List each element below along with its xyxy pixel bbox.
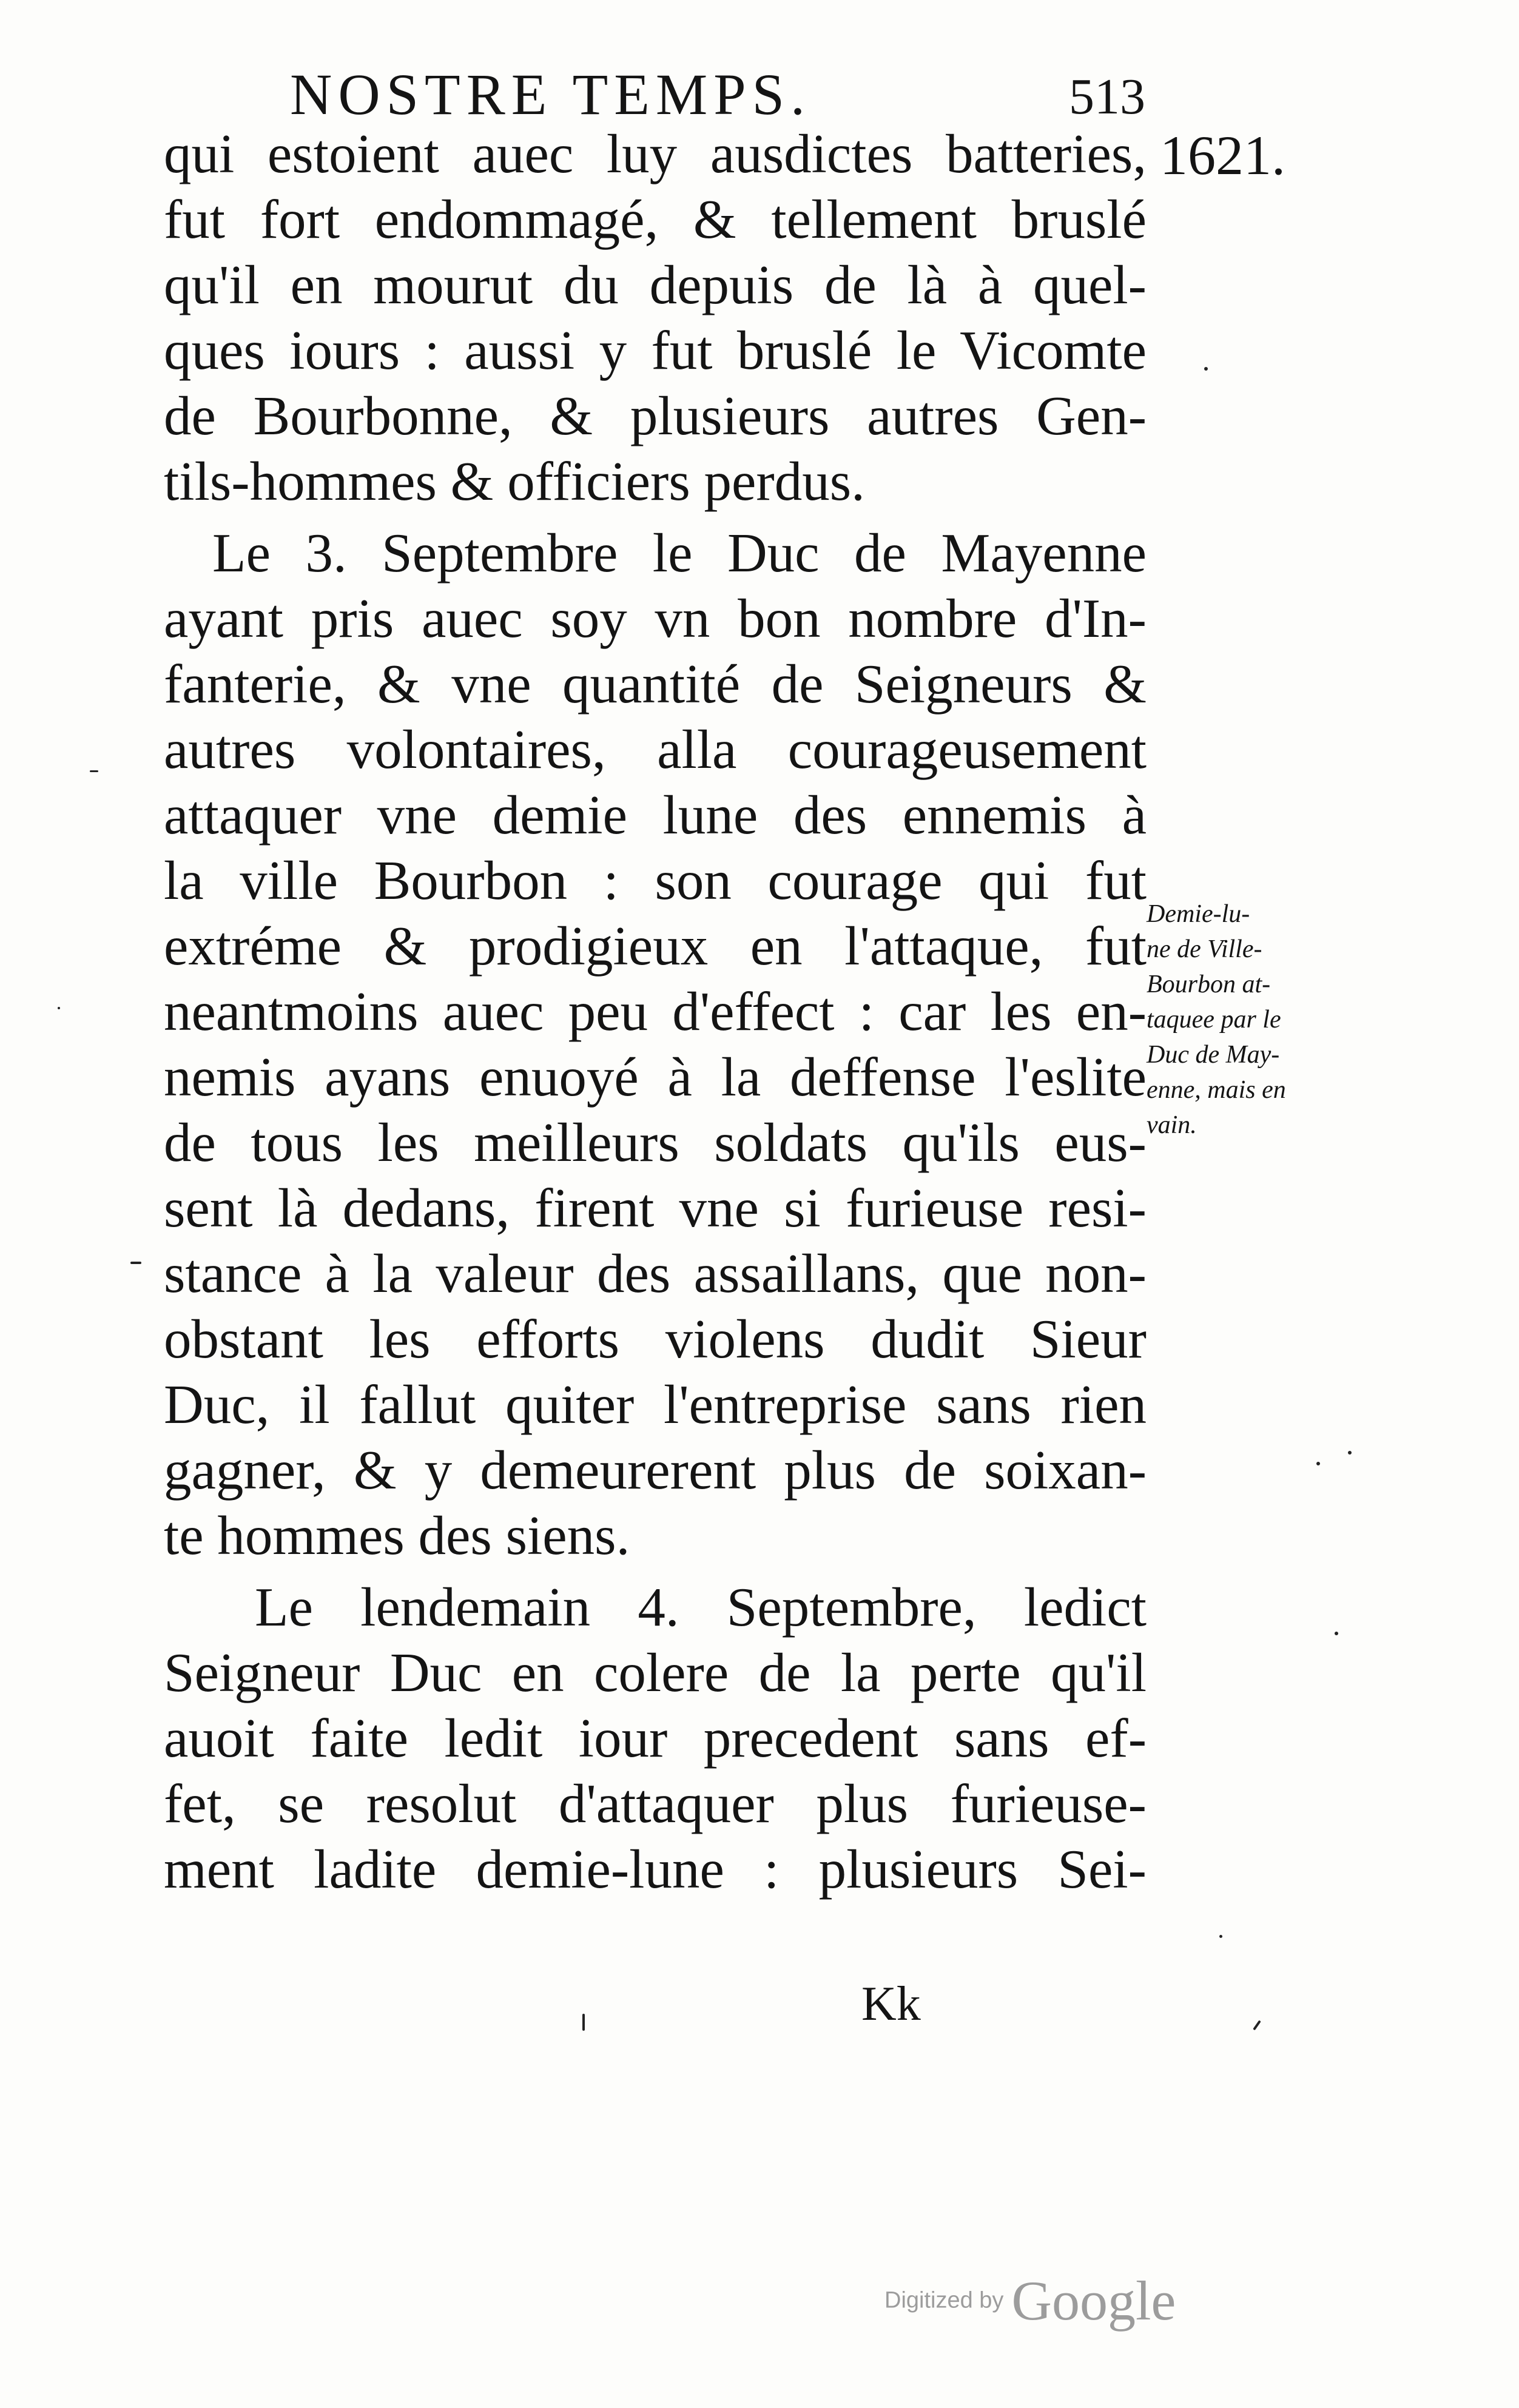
google-logo: Google — [1011, 2270, 1176, 2332]
text-line: attaquer vne demie lune des ennemis à — [164, 784, 1147, 846]
margin-note-line: ne de Ville- — [1147, 935, 1262, 963]
text-line: Duc, il fallut quiter l'entreprise sans rien — [164, 1374, 1147, 1435]
paragraph-gap — [164, 1569, 1147, 1575]
signature-mark: Kk — [861, 1977, 921, 2031]
margin-year: 1621. — [1160, 124, 1285, 186]
text-line: Le lendemain 4. Septembre, ledict — [255, 1576, 1147, 1638]
text-line: nemis ayans enuoyé à la deffense l'eslite — [164, 1046, 1147, 1108]
page-number: 513 — [1069, 69, 1145, 125]
ink-speck — [58, 1007, 60, 1009]
text-line: gagner, & y demeurerent plus de soixan- — [164, 1439, 1147, 1501]
text-line: la ville Bourbon : son courage qui fut — [164, 850, 1147, 911]
margin-note-line: Duc de May- — [1147, 1041, 1280, 1069]
text-line: extréme & prodigieux en l'attaque, fut — [164, 915, 1147, 977]
text-line: sent là dedans, firent vne si furieuse resi- — [164, 1177, 1147, 1239]
text-line: fanterie, & vne quantité de Seigneurs & — [164, 653, 1147, 715]
running-title: NOSTRE TEMPS. — [290, 62, 812, 127]
text-line: neantmoins auec peu d'effect : car les en- — [164, 981, 1147, 1042]
ink-speck — [90, 770, 98, 772]
ink-speck — [582, 2014, 585, 2031]
text-line: qu'il en mourut du depuis de là à quel- — [164, 254, 1147, 315]
ink-speck — [1316, 1462, 1320, 1465]
text-line: fut fort endommagé, & tellement bruslé — [164, 189, 1147, 250]
margin-note-line: enne, mais en — [1147, 1076, 1286, 1104]
paragraph-gap — [164, 514, 1147, 520]
ink-speck — [1204, 367, 1208, 371]
text-line: obstant les efforts violens dudit Sieur — [164, 1308, 1147, 1370]
ink-speck — [130, 1262, 141, 1264]
ink-speck — [1219, 1935, 1222, 1938]
text-line: ment ladite demie-lune : plusieurs Sei- — [164, 1838, 1147, 1900]
margin-note-line: vain. — [1147, 1111, 1197, 1139]
text-line: fet, se resolut d'attaquer plus furieuse- — [164, 1773, 1147, 1834]
margin-note-line: Bourbon at- — [1147, 970, 1271, 998]
text-line: de tous les meilleurs soldats qu'ils eus- — [164, 1112, 1147, 1173]
ink-speck — [1335, 1632, 1338, 1635]
digitized-watermark — [884, 2268, 1176, 2333]
text-line: ques iours : aussi y fut bruslé le Vicomte — [164, 320, 1147, 381]
margin-note-line: taquee par le — [1147, 1006, 1281, 1034]
digitized-label: Digitized by — [884, 2287, 1004, 2313]
text-line: tils-hommes & officiers perdus. — [164, 451, 865, 512]
text-line: Seigneur Duc en colere de la perte qu'il — [164, 1642, 1147, 1703]
margin-note-line: Demie-lu- — [1147, 900, 1250, 928]
text-line: ayant pris auec soy vn bon nombre d'In- — [164, 588, 1147, 649]
main-text — [164, 121, 1147, 1902]
ink-speck — [1348, 1451, 1352, 1455]
text-line: qui estoient auec luy ausdictes batteries, — [164, 123, 1147, 184]
text-line: te hommes des siens. — [164, 1505, 630, 1566]
margin-note — [1147, 896, 1371, 1143]
text-line: de Bourbonne, & plusieurs autres Gen- — [164, 385, 1147, 446]
text-line: stance à la valeur des assaillans, que non- — [164, 1243, 1147, 1304]
text-line: Le 3. Septembre le Duc de Mayenne — [212, 522, 1147, 584]
ink-speck — [1253, 2020, 1261, 2030]
text-line: autres volontaires, alla courageusement — [164, 719, 1147, 780]
text-line: auoit faite ledit iour precedent sans ef- — [164, 1707, 1147, 1769]
